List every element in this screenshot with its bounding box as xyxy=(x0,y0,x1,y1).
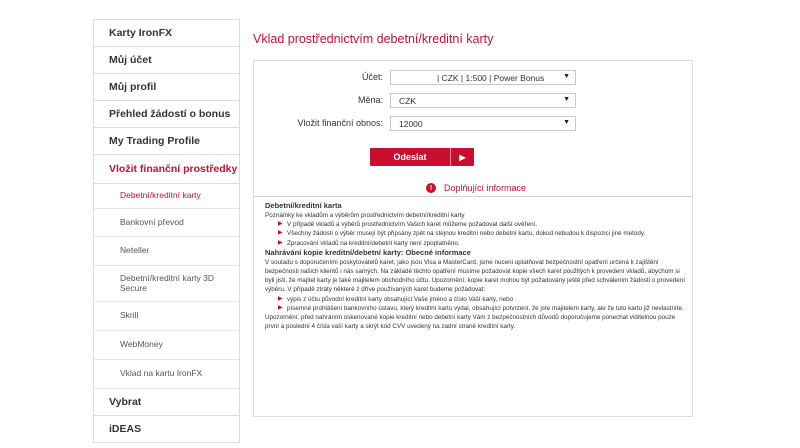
main-content xyxy=(253,22,693,46)
sidebar-item-bonus-requests[interactable] xyxy=(94,101,239,128)
list-item-text: Zpracování vkladů na kreditní/debetní karty není zpoplatněno. xyxy=(287,239,460,247)
submit-button[interactable] xyxy=(370,148,474,166)
sidebar-item-trading-profile[interactable] xyxy=(94,128,239,155)
bullet-arrow-icon: ▶ xyxy=(278,221,283,228)
sidebar-subitem-label: Bankovní převod xyxy=(120,216,184,227)
amount-value: 12000 xyxy=(399,119,423,129)
list-item-text: V případě vkladů a výběrů prostřednictvím Vašich karet můžeme požadovat další ověření. xyxy=(287,221,538,229)
sidebar-subitem-label: Vklad na kartu IronFX xyxy=(120,368,203,379)
page-title: Vklad prostřednictvím debetní/kreditní karty xyxy=(253,32,494,46)
currency-label: Měna: xyxy=(357,95,383,105)
sidebar-item-label: iDEAS xyxy=(109,423,142,435)
upload-paragraph: V souladu s doporučeními poskytovatelů karet, jako jsou Visa a MasterCard, jsme nuceni uplatňovat bezpečnostní opatření určená k zajištění bezpečnosti našich klientů i nás samých. Na základě těchto opatření musíme požadovat kopie všech karet použitých k provedení vkladů, abychom si byli jisti, že majitel karty je také majitelem obchodního účtu. Upozornění: kopie karet mohou být požadovány ještě před schválením žádosti o provedení výběru. V případě ztráty některé z dříve používaných karet budeme požadovat: xyxy=(265,258,686,294)
sidebar-item-label: Můj účet xyxy=(109,54,152,66)
additional-info-label: Doplňující informace xyxy=(444,183,527,193)
list-item-text: Všechny žádosti o výběr musejí být připsány zpět na stejnou kreditní nebo debetní kartu, dokud nebudou k dispozici jiné metody. xyxy=(287,230,646,238)
sidebar-subitem-debit-credit-cards[interactable] xyxy=(94,184,239,209)
sidebar-subitem-label: Debetní/kreditní karty 3D Secure xyxy=(120,272,215,293)
additional-info-link[interactable] xyxy=(426,183,526,193)
account-value: | CZK | 1:500 | Power Bonus xyxy=(437,73,545,83)
amount-row xyxy=(254,116,694,131)
card-heading: Debetní/kreditní karta xyxy=(265,201,342,210)
chevron-down-icon: ▼ xyxy=(563,96,570,103)
sidebar-item-label: My Trading Profile xyxy=(109,135,201,147)
sidebar-item-my-profile[interactable] xyxy=(94,74,239,101)
sidebar-item-label: Vybrat xyxy=(109,396,142,408)
amount-select[interactable] xyxy=(390,116,576,131)
currency-value: CZK xyxy=(399,96,416,106)
sidebar-subitem-label: Skrill xyxy=(120,310,139,321)
bullet-arrow-icon: ▶ xyxy=(278,295,283,302)
sidebar-item-withdraw[interactable] xyxy=(94,389,239,416)
sidebar-item-deposit[interactable] xyxy=(94,155,239,184)
sidebar-item-label: Vložit finanční prostředky xyxy=(109,163,238,175)
sidebar-subitem-label: Debetní/kreditní karty xyxy=(120,190,201,201)
currency-select[interactable] xyxy=(390,93,576,108)
list-item-text: písemné prohlášení bankovního ústavu, který kreditní kartu vydal, obsahující potvrzení, že jste majitelem karty, ale že tuto kartu již nevlastníte. xyxy=(287,304,684,312)
chevron-down-icon: ▼ xyxy=(563,119,570,126)
card-notes-intro: Poznámky ke vkladům a výběrům prostřednictvím debetní/kreditní karty xyxy=(265,212,465,219)
list-item-text: výpis z účtu původní kreditní karty obsahující Vaše jméno a číslo Vaší karty, nebo xyxy=(287,295,514,303)
sidebar-subitem-bank-transfer[interactable] xyxy=(94,209,239,237)
deposit-form-panel xyxy=(253,60,693,417)
account-label: Účet: xyxy=(361,72,383,82)
info-text xyxy=(265,201,690,331)
bullet-arrow-icon: ▶ xyxy=(278,304,283,311)
bullet-arrow-icon: ▶ xyxy=(278,230,283,237)
sidebar-item-ideas[interactable] xyxy=(94,416,239,443)
amount-label: Vložit finanční obnos: xyxy=(297,118,383,128)
sidebar-subitem-neteller[interactable] xyxy=(94,237,239,266)
currency-row xyxy=(254,93,694,108)
sidebar-subitem-skrill[interactable] xyxy=(94,302,239,331)
sidebar-item-label: Můj profil xyxy=(109,81,157,93)
upload-warning: Upozornění: před nahráním oskenované kopie kreditní nebo debetní karty Vám z bezpečnostních důvodů doporučujeme ponechat viditelnou pouze první a poslední 4 čísla vaší karty a skrýt kód CVV uvedený na zadní straně kreditní karty. xyxy=(265,314,676,331)
arrow-right-icon: ▶ xyxy=(459,152,466,162)
sidebar-item-ironfx-cards[interactable] xyxy=(94,20,239,47)
list-item xyxy=(265,220,690,229)
list-item xyxy=(265,239,690,248)
list-item xyxy=(265,304,690,313)
account-select[interactable] xyxy=(390,70,576,85)
submit-button-label: Odeslat xyxy=(393,152,427,162)
info-icon: ! xyxy=(426,183,436,193)
divider xyxy=(254,196,692,197)
account-row xyxy=(254,70,694,85)
sidebar-subitem-webmoney[interactable] xyxy=(94,331,239,360)
sidebar-subitem-ironfx-card-deposit[interactable] xyxy=(94,360,239,389)
sidebar-subitem-label: Neteller xyxy=(120,245,150,256)
sidebar xyxy=(93,19,240,443)
sidebar-subitem-3d-secure[interactable] xyxy=(94,266,239,302)
bullet-arrow-icon: ▶ xyxy=(278,239,283,246)
list-item xyxy=(265,229,690,238)
list-item xyxy=(265,295,690,304)
sidebar-item-label: Přehled žádostí o bonus xyxy=(109,108,231,120)
upload-heading: Nahrávání kopie kreditní/debetní karty: Obecné informace xyxy=(265,247,471,257)
chevron-down-icon: ▼ xyxy=(563,73,570,80)
sidebar-subitem-label: WebMoney xyxy=(120,339,163,350)
sidebar-item-label: Karty IronFX xyxy=(109,27,173,39)
sidebar-item-my-account[interactable] xyxy=(94,47,239,74)
